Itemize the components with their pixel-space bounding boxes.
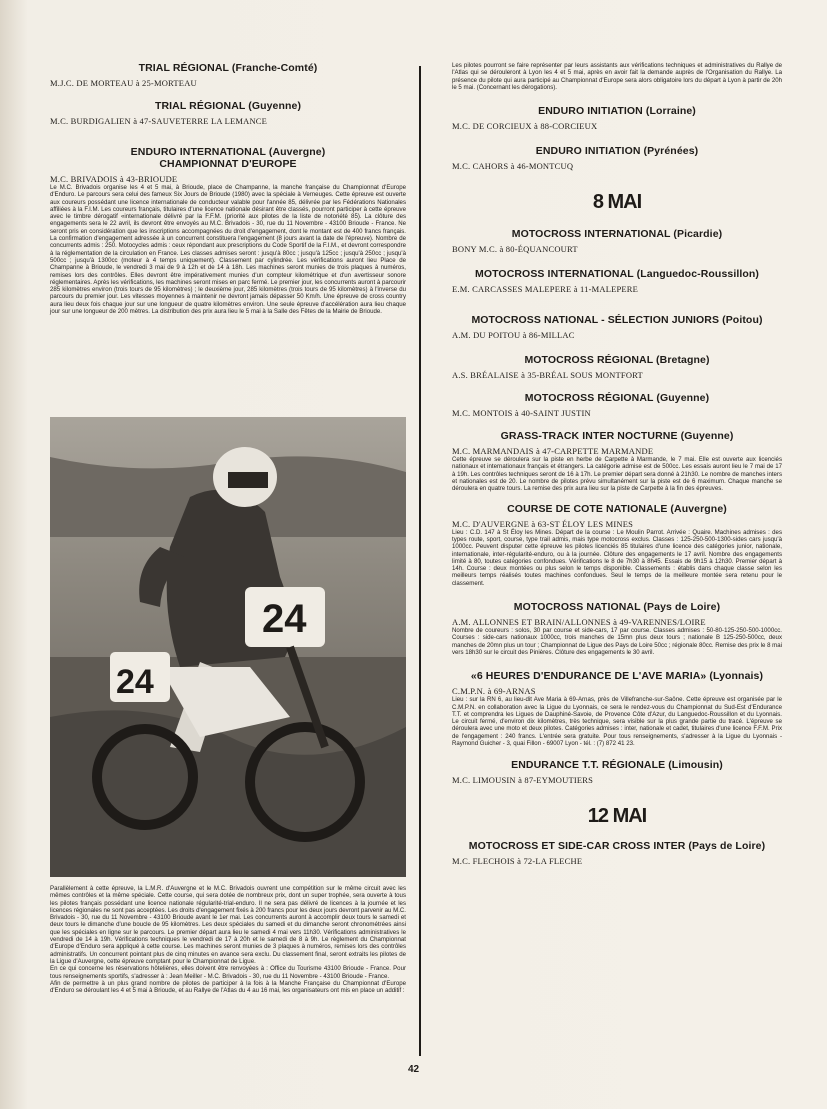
event-title: ENDURANCE T.T. RÉGIONALE (Limousin) xyxy=(511,759,723,772)
event-course-de-cote xyxy=(452,503,782,587)
event-enduro-international xyxy=(50,146,406,315)
page-number: 42 xyxy=(407,1064,420,1075)
event-club: BONY M.C. à 80-ÉQUANCOURT xyxy=(452,244,578,255)
enduro-atlas-additif: Afin de permettre à un plus grand nombre de pilotes de participer à la fois à la Manche Française du Championnat d'Europe d'Enduro se déroulant les 4 et 5 mai à Brioude, et au Rallye de l'Atlas du 4 au 16 mai, les organisateurs ont mis en place un additif : xyxy=(50,979,406,995)
event-title: ENDURO INTERNATIONAL (Auvergne) xyxy=(130,146,326,158)
rider-photo-image xyxy=(50,417,406,877)
event-mx-pays-de-loire xyxy=(452,601,782,656)
event-title: MOTOCROSS RÉGIONAL (Bretagne) xyxy=(524,354,710,367)
event-club: M.C. MARMANDAIS à 47-CARPETTE MARMANDE xyxy=(452,446,654,457)
motocross-rider-photo xyxy=(50,417,406,877)
event-description: Nombre de coureurs : solos, 30 par course et side-cars, 17 par course. Classes admises : 50-80-125-250-500-1000cc. Courses : side-cars nationaux 1000cc, trois manches de 15mn plus deux tours ; nationale B 125-250-500cc, deux manches de 20mn plus un tour ; Championnat de Ligue des Pays de Loire 50cc ; régionale 80cc. Remise des prix le 8 mai vers 18h30 sur le circuit des Pinières. Clôture des engagements le 30 avril. xyxy=(452,627,782,656)
right-column xyxy=(452,62,782,866)
event-enduro-pyrenees xyxy=(452,145,782,171)
event-mx-guyenne xyxy=(452,392,782,418)
event-club: M.C. DE CORCIEUX à 88-CORCIEUX xyxy=(452,121,598,132)
event-sidecar-cross xyxy=(452,840,782,866)
event-club: M.C. CAHORS à 46-MONTCUQ xyxy=(452,161,574,172)
event-ave-maria xyxy=(452,670,782,747)
event-title: ENDURO INITIATION (Pyrénées) xyxy=(535,145,699,158)
left-column xyxy=(50,62,406,315)
event-title: TRIAL RÉGIONAL (Franche-Comté) xyxy=(138,62,318,74)
event-title: «6 HEURES D'ENDURANCE DE L'AVE MARIA» (Lyonnais) xyxy=(470,670,764,683)
event-description: Cette épreuve se déroulera sur la piste en herbe de Carpette à Marmande, le 7 mai. Elle est ouverte aux licenciés nationaux et internationaux français et étrangers. La catégorie admise est de 500cc. Les essais auront lieu le 7 mai de 17 à 19h. Les contrôles techniques seront de 16 à 17h. Le premier départ sera donné à 21h30. Le nombre de manches inters et nationales est de 20. Le nombre de pilotes prévu simultanément sur la piste est de 6 maximum. Chaque manche se déroulera en quatre tours. La remise des prix aura lieu sur la piste de Carpette à la fin des épreuves. xyxy=(452,456,782,493)
event-club: A.M. ALLONNES ET BRAIN/ALLONNES à 49-VARENNES/LOIRE xyxy=(452,617,706,628)
event-trial-guyenne xyxy=(50,100,406,126)
event-title: MOTOCROSS NATIONAL (Pays de Loire) xyxy=(513,601,721,614)
event-subtitle: CHAMPIONNAT D'EUROPE xyxy=(159,158,297,170)
event-title: MOTOCROSS INTERNATIONAL (Languedoc-Roussillon) xyxy=(474,268,759,281)
event-title: GRASS-TRACK INTER NOCTURNE (Guyenne) xyxy=(500,430,734,443)
event-description: Le M.C. Brivadois organise les 4 et 5 mai, à Brioude, place de Champanne, la manche française du Championnat d'Europe d'Enduro. Le parcours sera celui des fameux Six Jours de Brioude (1980) avec la spéciale à Verneuges. Cette épreuve est ouverte aux coureurs possédant une licence internationale de conducteur valable pour l'année 85, délivrée par les Fédérations Nationales affiliées à la F.I.M. Les coureurs français, titulaires d'une licence nationale désirant être classés, pourront participer à cette épreuve avec le timbre dérogatif «internationale délivré par la F.F.M. (priorité aux pilotes de la liste de notoriété 85). La clôture des engagements sera le 22 avril, ils devront être envoyés au M.C. Brivadois - 30, rue du 11 Novembre - 43100 Brioude - France. Ne seront pris en considération que les inscriptions accompagnées du droit d'engagement, dont le montant est de 400 francs français. La confirmation d'engagement adressée à un concurrent constituera l'engagement (8 jours avant la date de l'épreuve). Nombre de concurrents admis : 250. Motocycles admis : ceux répondant aux prescriptions du Code Sportif de la F.I.M., et devront correspondre à la réglementation de la circulation en France. Les classes admises seront : jusqu'à 80cc ; jusqu'à 125cc ; jusqu'à 250cc ; jusqu'à 500cc ; jusqu'à 1300cc (moteur à 4 temps uniquement). Classement par cylindrée. Les vérifications auront lieu Place de Champanne à Brioude, le vendredi 3 mai de 9 à 12h et de 14 à 18h. Les machines seront munies de trois plaques à numéros, remises lors des contrôles. Elles devront être impérativement munies d'un compteur kilométrique et d'un avertisseur sonore réglementaires. Après les vérifications, les machines seront mises en parc fermé. Le premier jour, les concurrents auront à parcourir 285 kilomètres environ (trois tours de 95 kilomètres) ; le deuxième jour, 285 kilomètres (trois tours de 95 kilomètres) à l'inverse du parcours du premier jour. Les vitesses moyennes à maintenir ne devront jamais dépasser 50 Km/h. Une épreuve de cross country aura lieu deux fois chaque jour sur une longueur de quatre kilomètres environ. Une seule épreuve d'accélération aura lieu chaque jour sur une longueur de 200 mètres. La distribution des prix aura lieu le 5 mai à la Salle des Fêtes de la Mairie de Brioude. xyxy=(50,184,406,316)
event-club: M.C. LIMOUSIN à 87-EYMOUTIERS xyxy=(452,775,594,786)
event-mx-poitou xyxy=(452,314,782,340)
event-trial-franche-comte xyxy=(50,62,406,88)
side-plate-number: 24 xyxy=(116,663,154,701)
event-club: M.C. D'AUVERGNE à 63-ST ÉLOY LES MINES xyxy=(452,518,634,529)
event-grass-track xyxy=(452,430,782,492)
event-club: M.C. BURDIGALIEN à 47-SAUVETERRE LA LEMANCE xyxy=(50,116,268,126)
enduro-continued xyxy=(50,885,406,994)
event-title: ENDURO INITIATION (Lorraine) xyxy=(538,105,696,118)
event-title: MOTOCROSS NATIONAL - SÉLECTION JUNIORS (Poitou) xyxy=(471,314,763,327)
event-mx-bretagne xyxy=(452,354,782,380)
event-title: MOTOCROSS ET SIDE-CAR CROSS INTER (Pays de Loire) xyxy=(468,840,766,853)
event-club: A.M. DU POITOU à 86-MILLAC xyxy=(452,330,575,341)
event-description: Lieu : C.D. 147 à St Éloy les Mines. Départ de la course : Le Moulin Parrot. Arrivée : Quaire. Machines admises : des types route, sport, course, type trail admis, mais type motocross exclus. Classes : 125-250-500-1300-sides cars jusqu'à 1000cc. Peuvent disputer cette épreuve les pilotes licenciés 85 titulaires d'une licence des catégories junior, nationale, internationale, inter-régularité-enduro, ou à la journée. Clôture des engagements le 17 avril. Nombre des engagements limité à 80, toutes catégories confondues. Vérifications le 8 de 7h30 à 8h45. Essais de 9h15 à 12h30. Premier départ à 14h. Course : deux montées ou plus selon le temps disponible. Classements : établis dans chaque classe selon les meilleurs temps réalisés toutes machines confondues. Seul le temps de la meilleure montée sera retenu pour le classement. xyxy=(452,528,782,587)
event-club: E.M. CARCASSES MALEPERE à 11-MALEPERE xyxy=(452,284,639,295)
event-title: COURSE DE COTE NATIONALE (Auvergne) xyxy=(507,502,727,515)
column-divider xyxy=(419,66,421,1056)
date-heading-8-mai: 8 MAI xyxy=(592,191,642,214)
atlas-intro: Les pilotes pourront se faire représenter par leurs assistants aux vérifications techniques et administratives du Rallye de l'Atlas qui se dérouleront à Lyon les 4 et 5 mai, après en avoir fait la demande auprès de l'Organisation du Rallye. La présence du pilote qui aura participé au Championnat d'Europe sera alors obligatoire lors du départ à Lyon à partir de 20h le 5 mai. (Concernant les dérogations). xyxy=(452,62,782,91)
date-heading-12-mai: 12 MAI xyxy=(587,805,647,828)
event-club: A.S. BRÉALAISE à 35-BRÉAL SOUS MONTFORT xyxy=(452,370,643,381)
event-club: C.M.P.N. à 69-ARNAS xyxy=(452,686,536,697)
event-club: M.C. FLECHOIS à 72-LA FLECHE xyxy=(452,856,583,867)
bike-plate-number: 24 xyxy=(262,597,307,641)
event-endurance-limousin xyxy=(452,759,782,785)
event-club: M.C. MONTOIS à 40-SAINT JUSTIN xyxy=(452,408,591,419)
enduro-parallel-race: Parallèlement à cette épreuve, la L.M.R. d'Auvergne et le M.C. Brivadois ouvrent une compétition sur le même circuit avec les mêmes contrôles et la même spéciale. Cette course, qui sera dotée de nombreux prix, dont un super trophée, sera ouverte à tous les pilotes français possédant une licence nationale régularité-trial-enduro. Il ne sera pas délivré de licences à la journée et les licences régionales ne sont pas acceptées. Les droits d'engagement fixés à 200 francs pour les deux jours devront parvenir au M.C. Brivadois - 30, rue du 11 Novembre - 43100 Brioude avant le 1er mai. Les concurrents auront à accomplir deux tours le samedi et deux tours le dimanche d'une boucle de 95 kilomètres. Les deux spéciales du samedi et du dimanche seront chronométrées ainsi que les spéciales en ligne sur le parcours. Le premier départ aura lieu le samedi 4 mai vers 11h30. Vérifications administratives le vendredi de 14 à 19h. Vérifications techniques le vendredi de 17 à 20h et le samedi de 8 à 9h. Le règlement du Championnat d'Europe d'Enduro sera appliqué à cette course. Les machines seront munies de 3 plaques à numéros, remises lors des contrôles administratifs. Un concurrent pointant plus de cinq minutes en avance sera exclu. Du classement final, seront extraits les pilotes de la Ligue d'Auvergne, cette épreuve comptant pour le Championnat de Ligue. xyxy=(50,885,406,965)
event-title: MOTOCROSS RÉGIONAL (Guyenne) xyxy=(524,392,710,405)
event-club: M.J.C. DE MORTEAU à 25-MORTEAU xyxy=(50,78,197,88)
event-enduro-lorraine xyxy=(452,105,782,131)
event-mx-picardie xyxy=(452,228,782,254)
event-title: TRIAL RÉGIONAL (Guyenne) xyxy=(154,100,302,112)
event-description: Lieu : sur la RN 6, au lieu-dit Ave Maria à 69-Arnas, près de Villefranche-sur-Saône. Cette épreuve est organisée par le C.M.P.N. en collaboration avec la Ligue du Lyonnais, ce sera le rendez-vous du Championnat du Sud-Est d'Endurance T.T. et comprendra les Ligues de Dauphiné-Savoie, de Provence Côte d'Azur, du Languedoc-Roussillon et du Lyonnais. Le circuit fermé, d'environ dix kilomètres, très technique, sera visible sur la plus grande partie du tracé. L'épreuve se déroulera avec une moto et deux pilotes. Catégories admises : inter, nationale et cadet, titulaires d'une licence F.F.M. Prix de l'engagement : 240 francs. L'entrée sera gratuite. Pour tous renseignements, s'adresser à la Ligue du Lyonnais - Raymond Guicher - 3, quai Fillon - 69007 Lyon - tél. : (7) 872 41 23. xyxy=(452,696,782,748)
enduro-hotel-info: En ce qui concerne les réservations hôtelières, elles doivent être renvoyées à : Office du Tourisme 43100 Brioude - France. Pour tous renseignements sportifs, s'adresser à : Jean Meiller - M.C. Brivadois - 30, rue du 11 Novembre - 43100 Brioude - France. xyxy=(50,965,406,980)
event-club: M.C. BRIVADOIS à 43-BRIOUDE xyxy=(50,174,178,184)
event-title: MOTOCROSS INTERNATIONAL (Picardie) xyxy=(511,228,723,241)
event-mx-languedoc xyxy=(452,268,782,294)
